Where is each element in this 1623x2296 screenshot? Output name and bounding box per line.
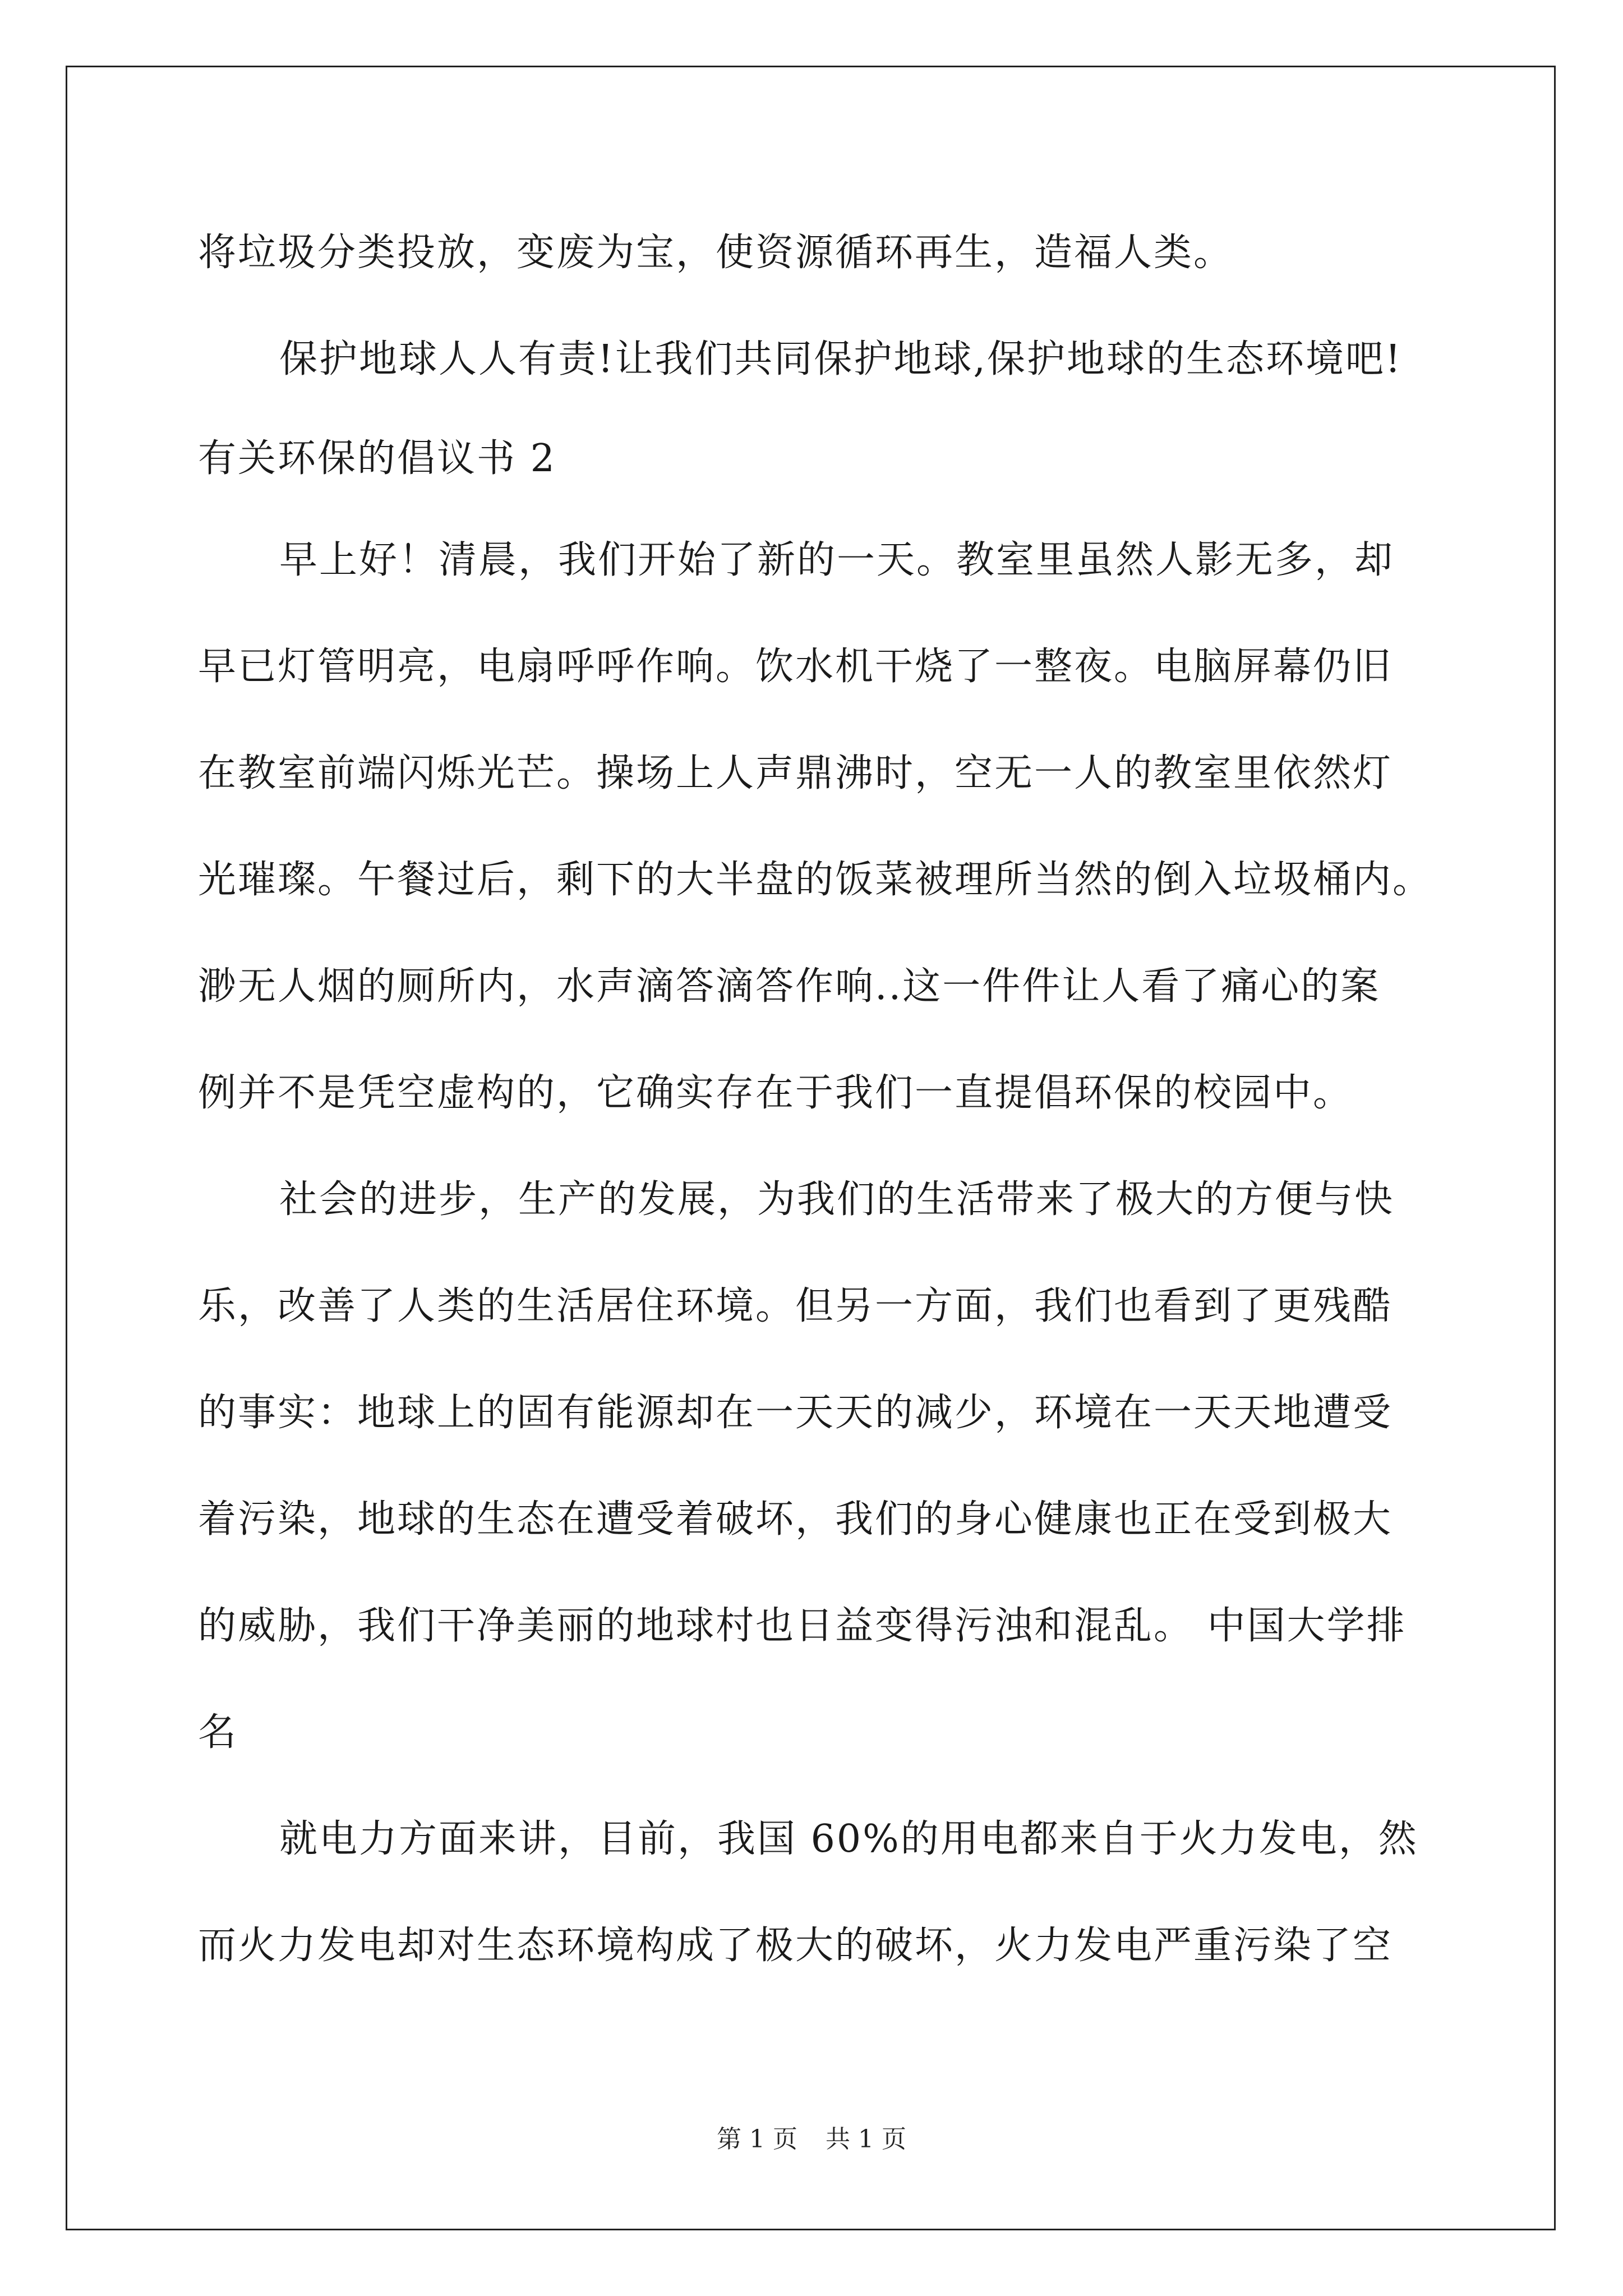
paragraph-line: 渺无人烟的厕所内，水声滴答滴答作响..这一件件让人看了痛心的案 [198,964,1381,1009]
paragraph-line: 的威胁，我们干净美丽的地球村也日益变得污浊和混乱。 中国大学排 [198,1604,1407,1648]
paragraph-line: 着污染，地球的生态在遭受着破坏，我们的身心健康也正在受到极大 [198,1497,1393,1542]
paragraph-line: 保护地球人人有责!让我们共同保护地球,保护地球的生态环境吧! [279,337,1403,381]
paragraph-line: 将垃圾分类投放，变废为宝，使资源循环再生，造福人类。 [198,231,1234,275]
paragraph-line: 的事实：地球上的固有能源却在一天天的减少，环境在一天天地遭受 [198,1391,1393,1435]
paragraph-line: 在教室前端闪烁光芒。操场上人声鼎沸时，空无一人的教室里依然灯 [198,751,1393,795]
paragraph-line: 就电力方面来讲，目前，我国 60%的用电都来自于火力发电，然 [279,1817,1418,1861]
page-number: 第 1 页 [717,2125,797,2154]
paragraph-line: 而火力发电却对生态环境构成了极大的破坏，火力发电严重污染了空 [198,1924,1393,1968]
page-total: 共 1 页 [826,2125,906,2154]
paragraph-line: 例并不是凭空虚构的，它确实存在于我们一直提倡环保的校园中。 [198,1071,1353,1115]
section-heading: 有关环保的倡议书 2 [198,436,556,481]
paragraph-line: 社会的进步，生产的发展，为我们的生活带来了极大的方便与快 [279,1177,1395,1222]
paragraph-line: 乐，改善了人类的生活居住环境。但另一方面，我们也看到了更残酷 [198,1284,1393,1328]
paragraph-line: 早上好！清晨，我们开始了新的一天。教室里虽然人影无多，却 [279,538,1395,582]
paragraph-line: 早已灯管明亮，电扇呼呼作响。饮水机干烧了一整夜。电脑屏幕仍旧 [198,645,1393,689]
paragraph-line: 光璀璨。午餐过后，剩下的大半盘的饭菜被理所当然的倒入垃圾桶内。 [198,858,1433,902]
page-footer [0,2124,1623,2155]
page-border [66,66,1556,2230]
paragraph-line: 名 [198,1710,238,1755]
